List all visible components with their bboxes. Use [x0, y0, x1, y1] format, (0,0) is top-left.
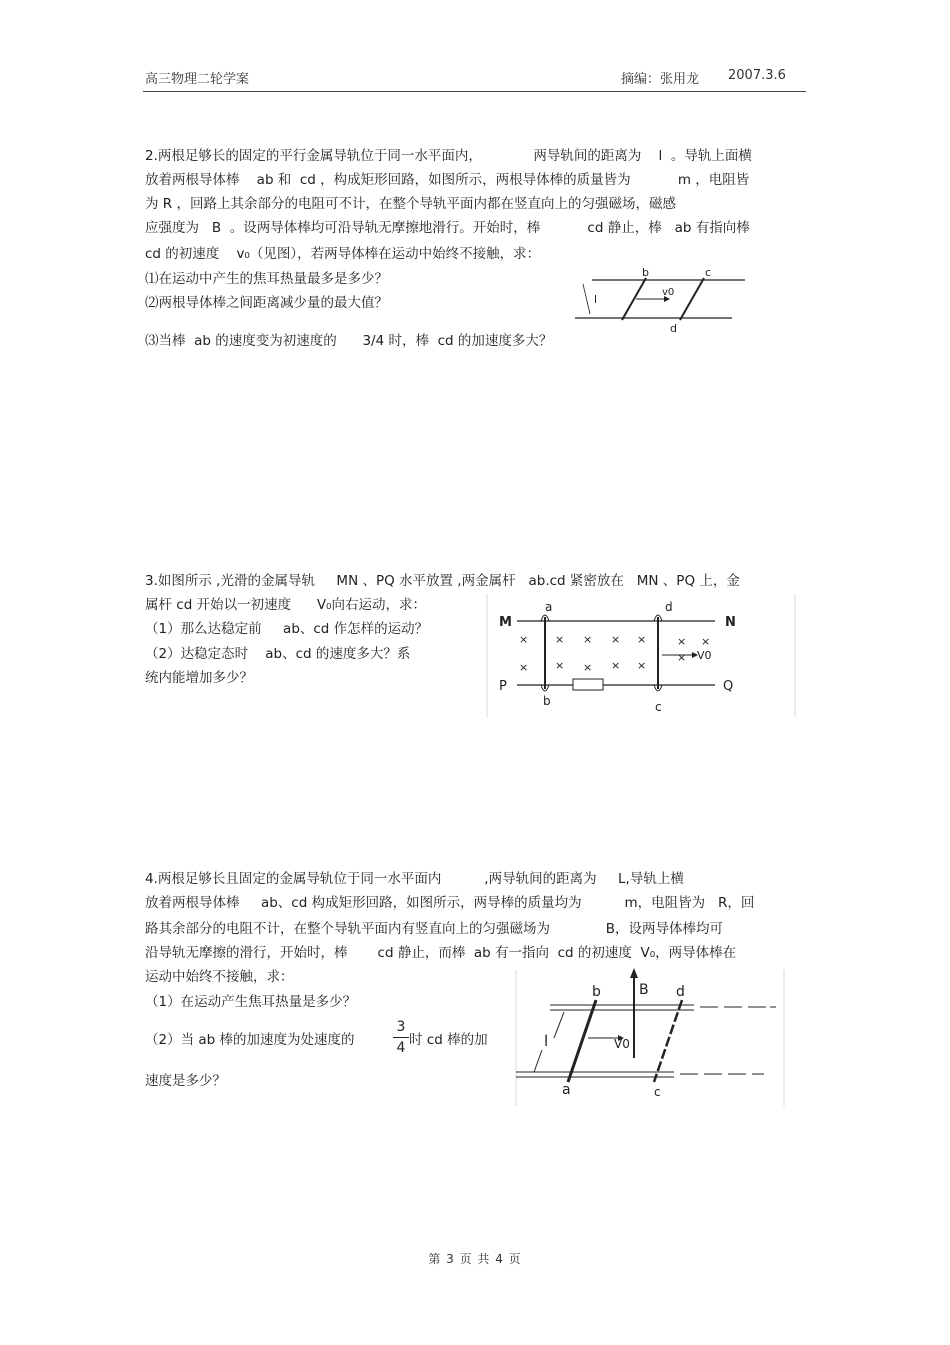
header-date: 2007.3.6 — [728, 68, 786, 83]
svg-text:×: × — [519, 661, 529, 674]
svg-text:×: × — [637, 633, 647, 646]
p2-line-3: 为 R ，回路上其余部分的电阻可不计，在整个导轨平面内都在竖直向上的匀强磁场，磁感 — [145, 196, 676, 212]
p3-rails-figure — [487, 591, 797, 719]
p3-resistor — [573, 679, 603, 690]
p2-line-1: 2.两根足够长的固定的平行金属导轨位于同一水平面内， 两导轨间的距离为 l 。导轨上面横 — [145, 148, 752, 164]
p4-question-2-post: 时 cd 棒的加 — [409, 1032, 488, 1048]
p2-label-v0: v0 — [662, 287, 675, 298]
p2-label-d: d — [670, 322, 677, 335]
p2-question-1: ⑴在运动中产生的焦耳热量最多是多少？ — [145, 271, 388, 287]
p3-magnetic-field-crosses — [519, 633, 710, 674]
p4-line-3: 路其余部分的电阻不计，在整个导轨平面内有竖直向上的匀强磁场为 B，设两导体棒均可 — [145, 921, 724, 937]
svg-text:×: × — [583, 661, 593, 674]
p2-label-b: b — [642, 266, 649, 279]
p4-distance-marker-top — [554, 1012, 564, 1038]
header-title: 高三物理二轮学案 — [145, 72, 250, 87]
svg-text:×: × — [583, 633, 593, 646]
p2-label-l: l — [594, 293, 598, 306]
p4-rod-ab — [568, 1000, 596, 1082]
header-rule — [143, 91, 806, 92]
p2-distance-marker — [583, 284, 590, 314]
p4-label-d: d — [676, 984, 685, 1000]
p3-question-1: （1）那么达稳定前 ab、cd 作怎样的运动？ — [145, 621, 429, 637]
svg-text:×: × — [637, 659, 647, 672]
p3-label-m: M — [499, 615, 512, 630]
p2-label-c: c — [705, 266, 712, 279]
svg-text:×: × — [519, 633, 529, 646]
p4-question-2: （2）当 ab 棒的加速度为处速度的 — [145, 1032, 355, 1048]
p3-label-b: b — [543, 694, 551, 708]
p3-question-2: （2）达稳定态时 ab、cd 的速度多大？系 — [145, 646, 411, 662]
p2-line-5: cd 的初速度 v₀（见图），若两导体棒在运动中始终不接触，求： — [145, 246, 541, 262]
p2-question-3: ⑶当棒 ab 的速度变为初速度的 3/4 时，棒 cd 的加速度多大？ — [145, 333, 553, 349]
p4-label-v0: V0 — [614, 1037, 630, 1051]
p4-question-1: （1）在运动产生焦耳热量是多少？ — [145, 994, 357, 1010]
p4-fraction-denominator: 4 — [396, 1040, 406, 1056]
p4-line-2: 放着两根导体棒 ab、cd 构成矩形回路，如图所示，两导棒的质量均为 m，电阻皆为 R，回 — [145, 895, 755, 911]
svg-text:×: × — [611, 633, 621, 646]
p3-label-p: P — [499, 679, 507, 694]
p4-label-c: c — [654, 1085, 661, 1099]
p3-label-d: d — [665, 600, 673, 614]
p4-distance-marker-bottom — [534, 1050, 542, 1072]
p2-rod-cd — [680, 278, 704, 320]
p3-label-n: N — [725, 615, 736, 630]
svg-text:×: × — [555, 659, 565, 672]
svg-text:×: × — [677, 651, 687, 664]
p3-question-2-cont: 统内能增加多少？ — [145, 670, 253, 686]
p4-label-a: a — [562, 1082, 571, 1098]
p4-rails-figure — [514, 966, 786, 1108]
p4-line-5: 运动中始终不接触，求： — [145, 969, 294, 985]
p4-question-2-cont: 速度是多少？ — [145, 1073, 226, 1089]
svg-text:×: × — [701, 635, 711, 648]
svg-text:×: × — [611, 659, 621, 672]
p2-question-2: ⑵两根导体棒之间距离减少量的最大值？ — [145, 295, 388, 311]
p2-rails-figure — [570, 262, 760, 337]
p2-line-4: 应强度为 B 。设两导体棒均可沿导轨无摩擦地滑行。开始时，棒 cd 静止，棒 ab 有指向棒 — [145, 220, 750, 236]
p2-line-2: 放着两根导体棒 ab 和 cd ，构成矩形回路，如图所示，两根导体棒的质量皆为 m ，电阻皆 — [145, 172, 750, 188]
p3-label-q: Q — [723, 679, 734, 694]
page-footer: 第 3 页 共 4 页 — [428, 1252, 522, 1266]
p4-line-4: 沿导轨无摩擦的滑行，开始时，棒 cd 静止，而棒 ab 有一指向 cd 的初速度 V₀，两导体棒在 — [145, 945, 737, 961]
p4-label-l: l — [544, 1032, 549, 1050]
svg-text:×: × — [677, 635, 687, 648]
p4-label-b: b — [592, 984, 601, 1000]
p3-line-2: 属杆 cd 开始以一初速度 V₀向右运动，求： — [145, 597, 426, 613]
p4-fraction — [393, 1019, 409, 1056]
svg-text:×: × — [555, 633, 565, 646]
p3-label-c: c — [655, 700, 662, 714]
p3-line-1: 3.如图所示 ,光滑的金属导轨 MN 、PQ 水平放置 ,两金属杆 ab.cd 紧密放在 MN 、PQ 上，金 — [145, 573, 740, 589]
p4-rod-cd — [654, 1000, 682, 1082]
p4-fraction-numerator: 3 — [396, 1019, 406, 1035]
p4-line-1: 4.两根足够长且固定的金属导轨位于同一水平面内 ,两导轨间的距离为 L,导轨上横 — [145, 871, 684, 887]
p3-label-a: a — [545, 600, 553, 614]
p3-label-v0: V0 — [697, 649, 712, 662]
header-editor: 摘编：张用龙 — [621, 72, 700, 87]
p4-label-b-field: B — [639, 982, 649, 998]
